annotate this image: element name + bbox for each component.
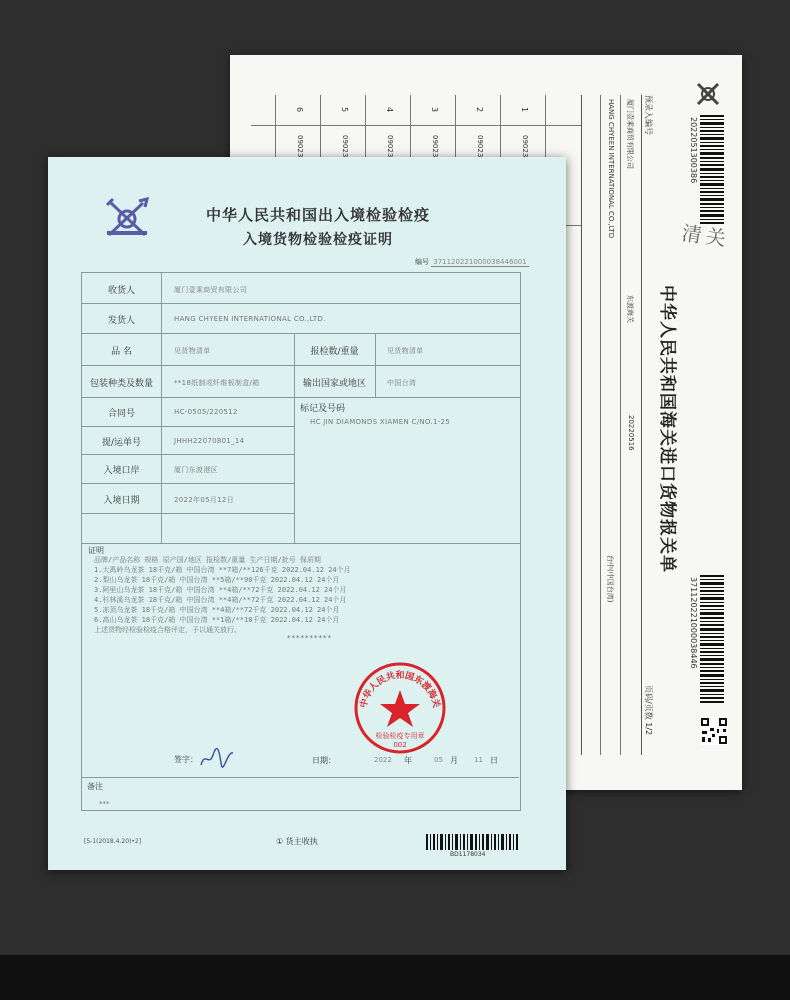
remarks-label: 备注 (87, 782, 103, 791)
bill-of-lading-label: 提/运单号 (101, 438, 142, 448)
package-label: 包装种类及数量 (89, 379, 153, 389)
seal-subtext: 检验检疫专用章 (375, 732, 425, 740)
inspection-certificate (48, 157, 566, 870)
item-number: 6 (295, 107, 304, 113)
consignee-value: 厦门壹乘商贸有限公司 (174, 286, 247, 294)
certificate-subtitle: 入境货物检验检疫证明 (243, 232, 393, 248)
page-number: 页码/页数 1/2 (644, 685, 653, 736)
pre-entry-label: 预录入编号 (644, 95, 653, 135)
cert-header: 品牌/产品名称 规格 原产国/地区 报检数/重量 生产日期/批号 保质期 (94, 556, 321, 564)
cert-line: 4.杉林溪乌龙茶 18千克/箱 中国台湾 **4箱/**72千克 2022.04.12 24个月 (94, 596, 347, 604)
consignee-label: 收货人 (107, 286, 135, 296)
consignor-value: HANG CHYEEN INTERNATIONAL CO.,LTD. (174, 315, 326, 323)
cert-line: 5.冻顶乌龙茶 18千克/箱 中国台湾 **4箱/**72千克 2022.04.12 24个月 (94, 606, 340, 614)
product-value: 见货物清单 (174, 347, 211, 355)
contract-value: HC-0505/220512 (174, 408, 238, 416)
customs-text: 东渡海关 (626, 295, 634, 323)
sign-date-month: 05 (434, 756, 443, 764)
serial-value: 371120221000038446001 (433, 258, 527, 266)
sign-date-year-unit: 年 (404, 756, 412, 765)
entry-number: 371120221000038446 (689, 577, 698, 669)
certification-section (81, 542, 521, 811)
remarks-section (81, 777, 519, 828)
goods-info-table (81, 272, 521, 544)
consignor-text: HANG CHYEEN INTERNATIONAL CO.,LTD (607, 99, 615, 239)
sign-date-year: 2022 (374, 756, 392, 764)
package-value: **18纸制或纤维板制盒/箱 (174, 379, 260, 387)
product-label: 品 名 (111, 347, 132, 357)
sign-date-day: 11 (474, 756, 483, 764)
item-number: 1 (520, 107, 529, 113)
origin-value: 中国台湾 (387, 379, 417, 387)
signature-label: 签字： (174, 755, 198, 764)
cert-title: 证明 (88, 546, 104, 555)
serial-number (415, 257, 529, 267)
handwritten-signature (197, 745, 237, 771)
serial-label: 编号 (415, 258, 429, 266)
item-number: 4 (385, 107, 394, 113)
contract-label: 合同号 (107, 409, 135, 419)
cert-line: 1.大禹岭乌龙茶 18千克/箱 中国台湾 **7箱/**126千克 2022.04.12 24个月 (94, 566, 351, 574)
bottom-dark-band (0, 955, 790, 1000)
certificate-barcode-number: BD1178034 (450, 851, 486, 858)
handwritten-note: 清关 (680, 220, 732, 252)
seal-number: 002 (393, 741, 407, 749)
declaration-title: 中华人民共和国海关进口货物报关单 (657, 285, 677, 573)
customs-emblem-icon (694, 80, 722, 108)
origin-label: 输出国家或地区 (302, 379, 366, 389)
sign-date-day-unit: 日 (490, 756, 498, 765)
consignor-label: 发货人 (107, 316, 135, 326)
certificate-title: 中华人民共和国出入境检验检疫 (205, 206, 430, 224)
entry-date-value: 2022年05月12日 (174, 496, 234, 504)
date-label: 日期： (312, 756, 336, 765)
cert-conclusion: 上述货物经检验检疫合格评定，予以通关放行。 (94, 626, 241, 634)
official-red-seal (352, 660, 448, 756)
cert-stars: ********** (287, 634, 332, 642)
header-grid (581, 95, 642, 755)
entry-port-label: 入境口岸 (103, 466, 140, 476)
entry-date-label: 入境日期 (103, 496, 140, 506)
entry-port-value: 厦门东渡港区 (174, 466, 218, 474)
declaration-barcode-text: 2022051300386 (689, 117, 698, 184)
consignee-text: 厦门壹乘商贸有限公司 (626, 99, 634, 169)
marks-value: HC JIN DIAMONDS XIAMEN C/NO.1-25 (310, 418, 451, 426)
cert-line: 6.高山乌龙茶 18千克/箱 中国台湾 **1箱/**18千克 2022.04.12 24个月 (94, 616, 340, 624)
form-number: [5-1(2018.4.20)•2] (84, 838, 142, 845)
seal-text: 中华人民共和国东渡海关 (359, 670, 441, 709)
item-number: 3 (430, 107, 439, 113)
sign-date-month-unit: 月 (450, 756, 458, 765)
cert-line: 2.梨山乌龙茶 18千克/箱 中国台湾 **5箱/**90千克 2022.04.12 24个月 (94, 576, 340, 584)
copy-label: ① 货主收执 (276, 837, 318, 846)
declaration-barcode-top (700, 115, 724, 225)
origin-text: 台中(中国台湾) (606, 555, 614, 603)
date-text: 20220516 (627, 415, 635, 451)
remarks-value: *** (99, 800, 110, 808)
item-number: 5 (340, 107, 349, 113)
certificate-barcode (426, 834, 518, 850)
cert-line: 3.阿里山乌龙茶 18千克/箱 中国台湾 **4箱/**72千克 2022.04.12 24个月 (94, 586, 347, 594)
qr-code-icon (700, 717, 728, 745)
bill-of-lading-value: JHHH22070801_14 (174, 437, 245, 445)
marks-label: 标记及号码 (300, 404, 346, 414)
inspection-emblem-icon (103, 197, 151, 241)
inspection-qty-value: 见货物清单 (387, 347, 424, 355)
inspection-qty-label: 报检数/重量 (310, 347, 359, 357)
item-number: 2 (475, 107, 484, 113)
entry-barcode (700, 575, 724, 705)
